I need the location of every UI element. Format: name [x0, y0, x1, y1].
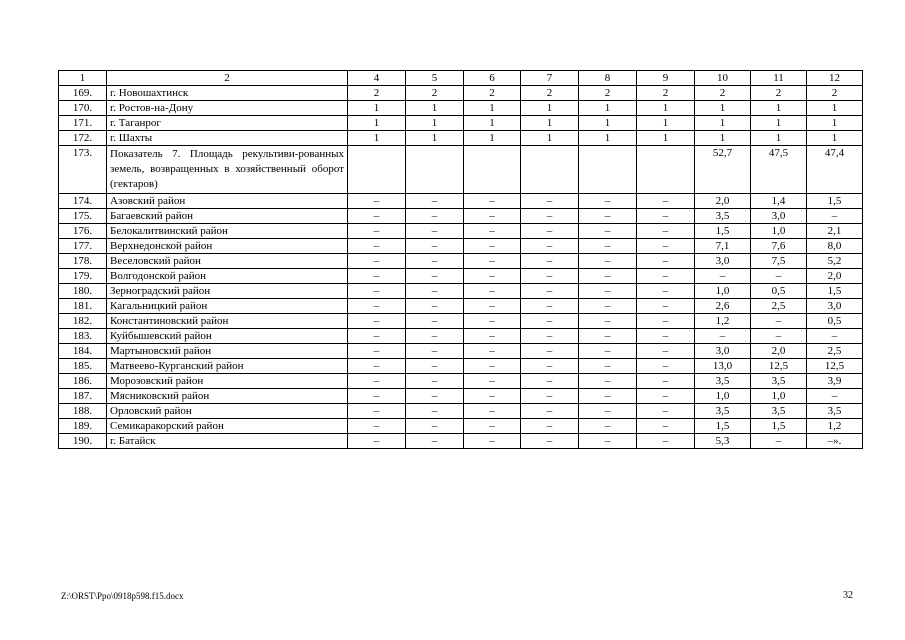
row-name: Волгодонской район — [107, 269, 348, 284]
row-name: Показатель 7. Площадь рекультиви-рованных земель, возвращенных в хозяйственный оборот (гектаров) — [107, 146, 348, 194]
value-cell: 5,3 — [695, 434, 751, 449]
row-number: 186. — [59, 374, 107, 389]
value-cell: 1 — [464, 116, 521, 131]
value-cell: – — [464, 344, 521, 359]
value-cell: 2,1 — [807, 224, 863, 239]
value-cell: 1 — [637, 116, 695, 131]
table-row — [59, 419, 863, 434]
value-cell: – — [464, 389, 521, 404]
value-cell: 2 — [521, 86, 579, 101]
row-number: 177. — [59, 239, 107, 254]
row-name: Матвеево-Курганский район — [107, 359, 348, 374]
table-row — [59, 389, 863, 404]
value-cell: – — [406, 374, 464, 389]
value-cell: – — [406, 434, 464, 449]
value-cell: – — [464, 209, 521, 224]
row-number: 189. — [59, 419, 107, 434]
value-cell: 1 — [751, 116, 807, 131]
row-number: 173. — [59, 146, 107, 194]
value-cell: 1,0 — [751, 389, 807, 404]
column-header: 7 — [521, 71, 579, 86]
footer-file-path: Z:\ORST\Ppo\0918p598.f15.docx — [61, 591, 184, 601]
row-name: Азовский район — [107, 194, 348, 209]
column-header: 10 — [695, 71, 751, 86]
row-name: Морозовский район — [107, 374, 348, 389]
value-cell: 12,5 — [751, 359, 807, 374]
value-cell: – — [406, 269, 464, 284]
row-name: Зерноградский район — [107, 284, 348, 299]
value-cell: 2 — [751, 86, 807, 101]
value-cell: – — [807, 209, 863, 224]
table-row — [59, 299, 863, 314]
value-cell: – — [464, 404, 521, 419]
value-cell: –». — [807, 434, 863, 449]
value-cell: – — [464, 299, 521, 314]
value-cell — [521, 146, 579, 194]
value-cell: – — [521, 314, 579, 329]
value-cell: 2 — [348, 86, 406, 101]
value-cell: – — [637, 374, 695, 389]
value-cell: – — [807, 389, 863, 404]
value-cell: – — [406, 254, 464, 269]
value-cell: – — [521, 194, 579, 209]
value-cell: – — [348, 299, 406, 314]
value-cell — [348, 146, 406, 194]
column-header: 2 — [107, 71, 348, 86]
value-cell: 1,5 — [751, 419, 807, 434]
value-cell: 1 — [464, 101, 521, 116]
value-cell: – — [751, 434, 807, 449]
value-cell: 2,6 — [695, 299, 751, 314]
value-cell: – — [807, 329, 863, 344]
value-cell: 1 — [695, 131, 751, 146]
table-row — [59, 194, 863, 209]
value-cell: – — [579, 359, 637, 374]
value-cell: – — [521, 284, 579, 299]
value-cell: – — [348, 194, 406, 209]
value-cell: – — [406, 299, 464, 314]
value-cell: 3,9 — [807, 374, 863, 389]
value-cell: 1 — [348, 116, 406, 131]
value-cell: – — [751, 329, 807, 344]
value-cell: 1 — [406, 131, 464, 146]
value-cell: – — [637, 314, 695, 329]
value-cell: 1 — [579, 131, 637, 146]
value-cell: – — [579, 239, 637, 254]
column-header: 1 — [59, 71, 107, 86]
row-number: 171. — [59, 116, 107, 131]
value-cell: 1 — [695, 101, 751, 116]
row-number: 169. — [59, 86, 107, 101]
value-cell: – — [579, 329, 637, 344]
table-row — [59, 284, 863, 299]
value-cell: – — [348, 314, 406, 329]
column-header: 9 — [637, 71, 695, 86]
table-row — [59, 404, 863, 419]
value-cell: – — [637, 254, 695, 269]
value-cell: 1 — [406, 116, 464, 131]
value-cell: – — [637, 239, 695, 254]
value-cell: 1 — [348, 101, 406, 116]
row-name: Семикаракорский район — [107, 419, 348, 434]
row-name: г. Шахты — [107, 131, 348, 146]
value-cell: – — [464, 359, 521, 374]
value-cell: 1,0 — [751, 224, 807, 239]
value-cell: – — [579, 254, 637, 269]
value-cell — [406, 146, 464, 194]
value-cell: – — [637, 404, 695, 419]
row-name: Куйбышевский район — [107, 329, 348, 344]
row-name: Верхнедонской район — [107, 239, 348, 254]
row-name: Мясниковский район — [107, 389, 348, 404]
value-cell: – — [521, 434, 579, 449]
table-row — [59, 86, 863, 101]
value-cell: – — [579, 389, 637, 404]
value-cell: – — [695, 269, 751, 284]
value-cell: – — [348, 239, 406, 254]
value-cell: 47,4 — [807, 146, 863, 194]
value-cell: – — [579, 269, 637, 284]
table-row — [59, 224, 863, 239]
row-number: 176. — [59, 224, 107, 239]
header-row — [59, 71, 863, 86]
value-cell: – — [521, 404, 579, 419]
table-row — [59, 254, 863, 269]
value-cell: 1 — [579, 101, 637, 116]
value-cell: – — [637, 299, 695, 314]
value-cell: 1 — [521, 116, 579, 131]
value-cell: – — [579, 374, 637, 389]
table-row — [59, 239, 863, 254]
value-cell: 1,5 — [695, 224, 751, 239]
value-cell: – — [406, 419, 464, 434]
value-cell: – — [637, 194, 695, 209]
table-row — [59, 329, 863, 344]
value-cell: – — [579, 194, 637, 209]
value-cell: 7,5 — [751, 254, 807, 269]
value-cell: 5,2 — [807, 254, 863, 269]
value-cell: – — [406, 329, 464, 344]
value-cell — [637, 146, 695, 194]
value-cell: 13,0 — [695, 359, 751, 374]
value-cell: – — [406, 404, 464, 419]
value-cell: – — [521, 359, 579, 374]
value-cell: 1,0 — [695, 284, 751, 299]
value-cell: 7,6 — [751, 239, 807, 254]
value-cell: – — [348, 434, 406, 449]
value-cell: – — [348, 254, 406, 269]
value-cell: 1,2 — [695, 314, 751, 329]
value-cell: 1 — [464, 131, 521, 146]
value-cell: 1 — [637, 131, 695, 146]
row-name: Мартыновский район — [107, 344, 348, 359]
row-name: Кагальницкий район — [107, 299, 348, 314]
value-cell: – — [637, 419, 695, 434]
value-cell: – — [464, 374, 521, 389]
value-cell: 2,0 — [695, 194, 751, 209]
value-cell: 1 — [348, 131, 406, 146]
value-cell: – — [464, 269, 521, 284]
value-cell: 1 — [521, 101, 579, 116]
value-cell: – — [406, 284, 464, 299]
value-cell: 52,7 — [695, 146, 751, 194]
value-cell: 3,5 — [695, 374, 751, 389]
value-cell: 47,5 — [751, 146, 807, 194]
value-cell: – — [521, 344, 579, 359]
row-number: 184. — [59, 344, 107, 359]
column-header: 6 — [464, 71, 521, 86]
value-cell: 2,5 — [807, 344, 863, 359]
value-cell: – — [637, 224, 695, 239]
column-header: 8 — [579, 71, 637, 86]
value-cell: – — [406, 209, 464, 224]
value-cell: 1 — [751, 101, 807, 116]
value-cell: 1 — [807, 131, 863, 146]
value-cell: 2 — [406, 86, 464, 101]
value-cell: 1 — [637, 101, 695, 116]
value-cell: – — [406, 224, 464, 239]
value-cell: – — [751, 269, 807, 284]
value-cell: – — [521, 329, 579, 344]
value-cell: – — [579, 209, 637, 224]
table-row — [59, 101, 863, 116]
row-name: Багаевский район — [107, 209, 348, 224]
value-cell: – — [464, 314, 521, 329]
value-cell: – — [579, 404, 637, 419]
table-row — [59, 269, 863, 284]
value-cell: – — [464, 254, 521, 269]
value-cell: – — [464, 239, 521, 254]
table-row — [59, 434, 863, 449]
value-cell: 7,1 — [695, 239, 751, 254]
row-name: г. Таганрог — [107, 116, 348, 131]
row-number: 174. — [59, 194, 107, 209]
value-cell: 3,5 — [751, 374, 807, 389]
value-cell: – — [348, 404, 406, 419]
value-cell: 2,5 — [751, 299, 807, 314]
value-cell: 3,0 — [807, 299, 863, 314]
value-cell: – — [521, 419, 579, 434]
table-row — [59, 374, 863, 389]
value-cell: 2 — [637, 86, 695, 101]
value-cell: – — [579, 224, 637, 239]
value-cell: 1,2 — [807, 419, 863, 434]
table-row — [59, 146, 863, 194]
value-cell: 2 — [695, 86, 751, 101]
value-cell: – — [579, 434, 637, 449]
value-cell: 1 — [521, 131, 579, 146]
row-number: 170. — [59, 101, 107, 116]
table-row — [59, 116, 863, 131]
value-cell: 1 — [807, 116, 863, 131]
value-cell: – — [348, 269, 406, 284]
value-cell: 1,0 — [695, 389, 751, 404]
value-cell: 12,5 — [807, 359, 863, 374]
row-name: г. Новошахтинск — [107, 86, 348, 101]
value-cell: – — [579, 344, 637, 359]
row-number: 181. — [59, 299, 107, 314]
value-cell: – — [637, 344, 695, 359]
value-cell: – — [348, 344, 406, 359]
row-name: Константиновский район — [107, 314, 348, 329]
row-name: г. Ростов-на-Дону — [107, 101, 348, 116]
row-number: 182. — [59, 314, 107, 329]
value-cell: – — [521, 374, 579, 389]
value-cell: – — [521, 254, 579, 269]
value-cell: – — [406, 194, 464, 209]
value-cell: – — [579, 299, 637, 314]
value-cell: – — [579, 314, 637, 329]
value-cell: – — [521, 239, 579, 254]
value-cell: 1,5 — [807, 194, 863, 209]
value-cell: – — [464, 194, 521, 209]
value-cell: – — [464, 329, 521, 344]
row-number: 180. — [59, 284, 107, 299]
value-cell: 1,4 — [751, 194, 807, 209]
table-row — [59, 131, 863, 146]
value-cell: – — [637, 389, 695, 404]
value-cell: 1,5 — [695, 419, 751, 434]
value-cell: – — [637, 359, 695, 374]
value-cell: – — [406, 389, 464, 404]
value-cell: 3,0 — [751, 209, 807, 224]
value-cell: 3,0 — [695, 344, 751, 359]
value-cell: – — [348, 359, 406, 374]
value-cell: 3,0 — [695, 254, 751, 269]
value-cell: – — [464, 434, 521, 449]
value-cell: 1 — [807, 101, 863, 116]
value-cell: 0,5 — [751, 284, 807, 299]
value-cell: 3,5 — [695, 404, 751, 419]
value-cell: 3,5 — [751, 404, 807, 419]
column-header: 11 — [751, 71, 807, 86]
value-cell: – — [637, 269, 695, 284]
row-number: 187. — [59, 389, 107, 404]
table-row — [59, 209, 863, 224]
column-header: 12 — [807, 71, 863, 86]
value-cell: – — [348, 329, 406, 344]
value-cell: – — [406, 314, 464, 329]
row-number: 179. — [59, 269, 107, 284]
row-number: 185. — [59, 359, 107, 374]
value-cell: – — [521, 269, 579, 284]
value-cell: – — [406, 239, 464, 254]
value-cell: 2,0 — [751, 344, 807, 359]
row-number: 183. — [59, 329, 107, 344]
table-row — [59, 344, 863, 359]
value-cell: – — [521, 224, 579, 239]
value-cell — [579, 146, 637, 194]
value-cell: – — [637, 284, 695, 299]
row-name: Белокалитвинский район — [107, 224, 348, 239]
row-number: 175. — [59, 209, 107, 224]
value-cell: 2 — [579, 86, 637, 101]
value-cell: – — [579, 284, 637, 299]
value-cell: – — [348, 374, 406, 389]
row-number: 172. — [59, 131, 107, 146]
row-name: Веселовский район — [107, 254, 348, 269]
value-cell: 0,5 — [807, 314, 863, 329]
value-cell: – — [406, 359, 464, 374]
value-cell: – — [464, 224, 521, 239]
value-cell: – — [348, 419, 406, 434]
value-cell: 1 — [751, 131, 807, 146]
table-row — [59, 314, 863, 329]
value-cell: 3,5 — [807, 404, 863, 419]
value-cell: – — [695, 329, 751, 344]
value-cell: – — [348, 209, 406, 224]
row-name: Орловский район — [107, 404, 348, 419]
value-cell: – — [406, 344, 464, 359]
value-cell: – — [751, 314, 807, 329]
value-cell: 8,0 — [807, 239, 863, 254]
value-cell: 2 — [807, 86, 863, 101]
table-row — [59, 359, 863, 374]
value-cell: – — [464, 284, 521, 299]
value-cell: – — [521, 299, 579, 314]
value-cell: – — [348, 224, 406, 239]
page-number: 32 — [843, 590, 853, 601]
value-cell: 3,5 — [695, 209, 751, 224]
value-cell: – — [637, 329, 695, 344]
value-cell: – — [464, 419, 521, 434]
row-number: 178. — [59, 254, 107, 269]
row-name: г. Батайск — [107, 434, 348, 449]
value-cell: 1 — [695, 116, 751, 131]
value-cell: – — [348, 284, 406, 299]
value-cell: – — [579, 419, 637, 434]
value-cell: – — [521, 209, 579, 224]
value-cell: 1,5 — [807, 284, 863, 299]
value-cell: 1 — [406, 101, 464, 116]
column-header: 5 — [406, 71, 464, 86]
value-cell — [464, 146, 521, 194]
value-cell: – — [348, 389, 406, 404]
data-table — [58, 70, 863, 449]
value-cell: 2,0 — [807, 269, 863, 284]
row-number: 188. — [59, 404, 107, 419]
column-header: 4 — [348, 71, 406, 86]
value-cell: – — [637, 209, 695, 224]
value-cell: 2 — [464, 86, 521, 101]
value-cell: – — [521, 389, 579, 404]
value-cell: – — [637, 434, 695, 449]
row-number: 190. — [59, 434, 107, 449]
value-cell: 1 — [579, 116, 637, 131]
